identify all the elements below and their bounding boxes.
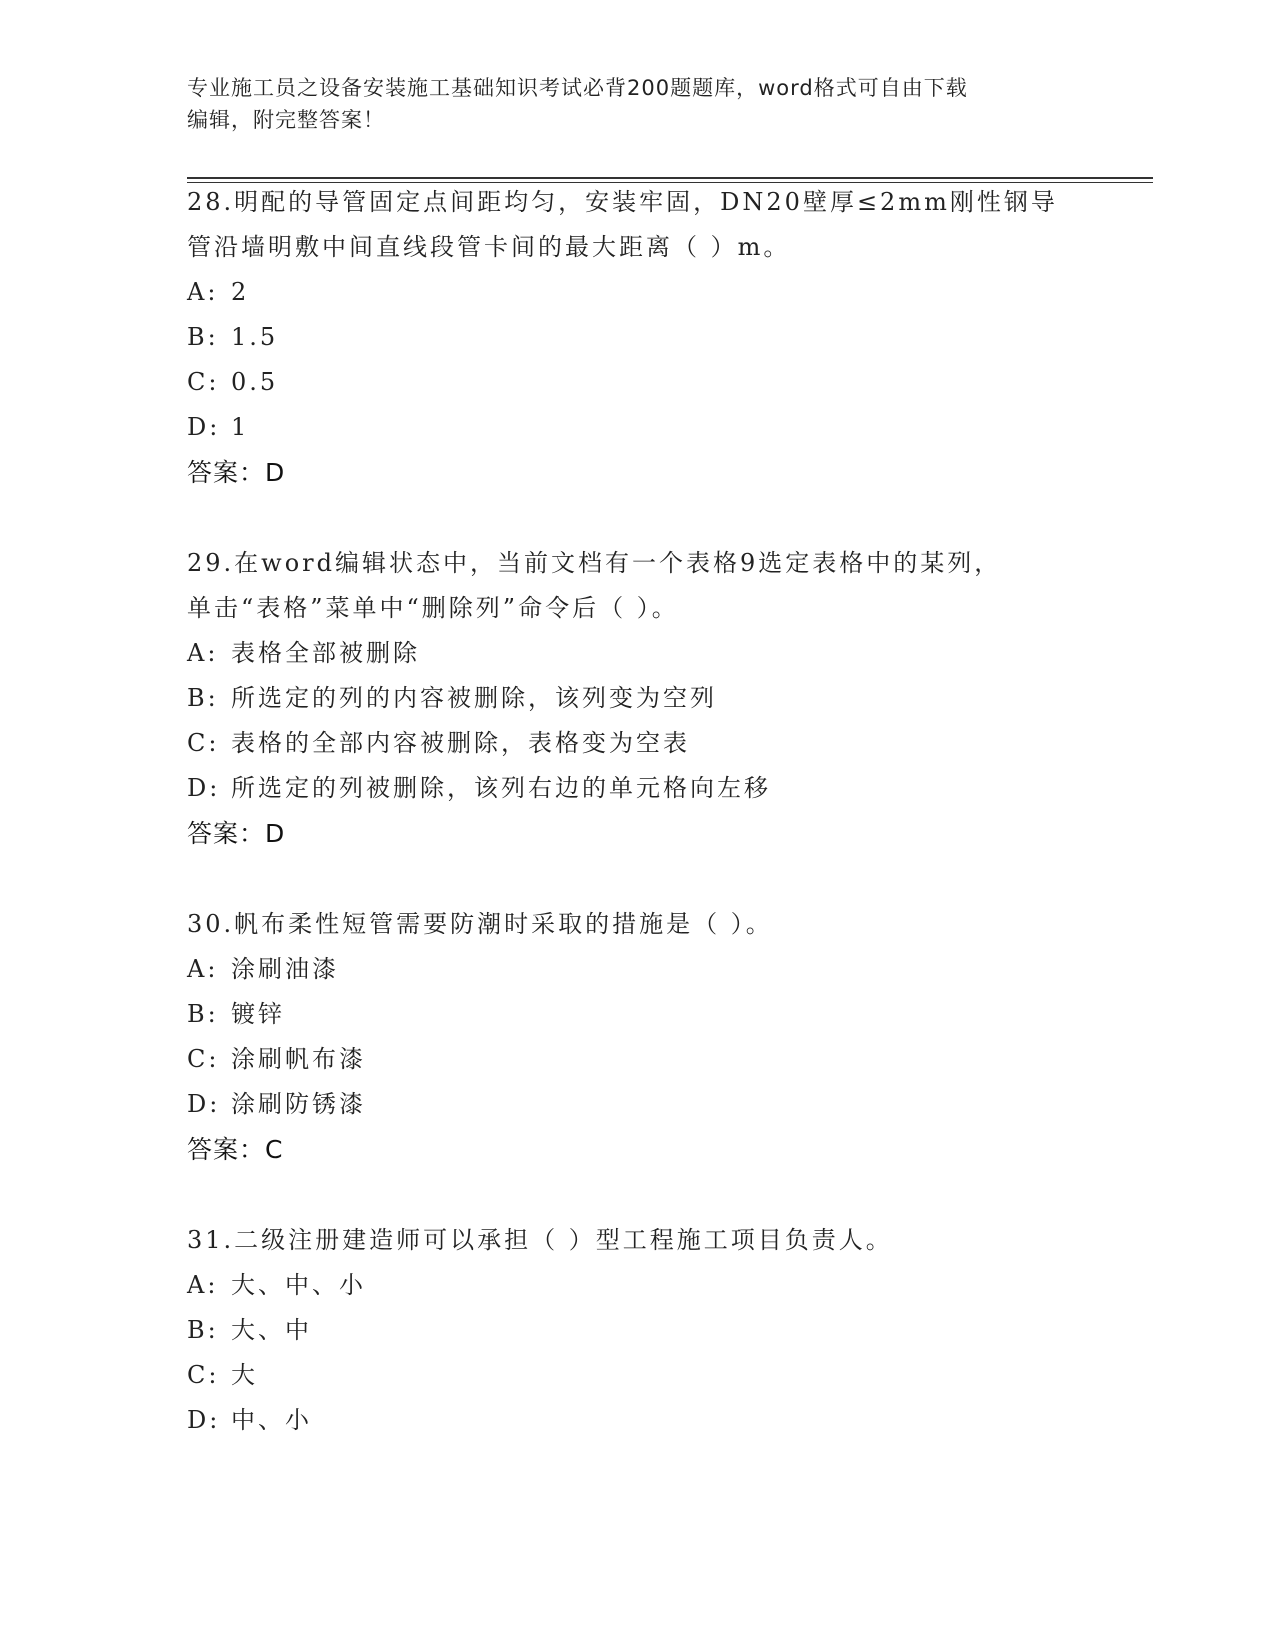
option-text: 1.5 — [231, 323, 279, 351]
option-key: A: — [187, 639, 219, 667]
option-text: 大、中 — [231, 1316, 312, 1344]
option-c — [187, 721, 1087, 766]
header-line-2: 编辑，附完整答案！ — [187, 108, 385, 132]
question-stem: 31.二级注册建造师可以承担（ ）型工程施工项目负责人。 — [187, 1226, 893, 1254]
option-key: C: — [187, 1045, 220, 1073]
option-key: D: — [187, 1090, 221, 1118]
option-text: 涂刷防锈漆 — [231, 1090, 366, 1118]
option-key: B: — [187, 323, 219, 351]
header-divider-thick — [187, 177, 1153, 179]
question-stem: 管沿墙明敷中间直线段管卡间的最大距离（ ）m。 — [187, 233, 791, 261]
option-text: 0.5 — [231, 368, 279, 396]
question-stem: 30.帆布柔性短管需要防潮时采取的措施是（ ）。 — [187, 910, 773, 938]
option-c — [187, 1037, 1087, 1082]
option-key: D: — [187, 1406, 221, 1434]
option-key: A: — [187, 1271, 219, 1299]
option-a — [187, 947, 1087, 992]
option-text: 1 — [231, 413, 250, 441]
option-key: D: — [187, 413, 221, 441]
option-c — [187, 360, 1087, 405]
answer: 答案：C — [187, 1135, 284, 1164]
option-text: 涂刷帆布漆 — [231, 1045, 366, 1073]
question-stem: 单击“表格”菜单中“删除列”命令后（ ）。 — [187, 594, 679, 622]
answer: 答案：D — [187, 458, 286, 487]
option-text: 镀锌 — [231, 1000, 285, 1028]
document-header — [187, 72, 1067, 136]
option-text: 表格全部被删除 — [231, 639, 420, 667]
option-d — [187, 405, 1087, 450]
option-text: 2 — [231, 278, 250, 306]
question-28 — [187, 180, 1087, 495]
question-29 — [187, 541, 1087, 856]
answer: 答案：D — [187, 819, 286, 848]
option-b — [187, 315, 1087, 360]
question-stem: 29.在word编辑状态中，当前文档有一个表格9选定表格中的某列， — [187, 549, 1002, 577]
option-text: 所选定的列被删除，该列右边的单元格向左移 — [231, 774, 771, 802]
option-text: 涂刷油漆 — [231, 955, 339, 983]
option-key: B: — [187, 1000, 219, 1028]
question-30 — [187, 902, 1087, 1172]
option-key: C: — [187, 729, 220, 757]
option-text: 中、小 — [231, 1406, 312, 1434]
option-key: B: — [187, 684, 219, 712]
option-key: C: — [187, 1361, 220, 1389]
option-text: 所选定的列的内容被删除，该列变为空列 — [231, 684, 717, 712]
option-key: A: — [187, 278, 219, 306]
option-d — [187, 1082, 1087, 1127]
option-a — [187, 1263, 1087, 1308]
option-b — [187, 676, 1087, 721]
option-a — [187, 631, 1087, 676]
option-c — [187, 1353, 1087, 1398]
option-text: 表格的全部内容被删除，表格变为空表 — [231, 729, 690, 757]
option-text: 大 — [231, 1361, 258, 1389]
option-key: D: — [187, 774, 221, 802]
option-d — [187, 1398, 1087, 1443]
option-key: B: — [187, 1316, 219, 1344]
option-b — [187, 992, 1087, 1037]
question-31 — [187, 1218, 1087, 1443]
option-a — [187, 270, 1087, 315]
option-b — [187, 1308, 1087, 1353]
option-text: 大、中、小 — [231, 1271, 366, 1299]
option-d — [187, 766, 1087, 811]
question-stem: 28.明配的导管固定点间距均匀，安装牢固，DN20壁厚≤2mm刚性钢导 — [187, 188, 1058, 216]
header-line-1: 专业施工员之设备安装施工基础知识考试必背200题题库，word格式可自由下载 — [187, 76, 968, 100]
option-key: A: — [187, 955, 219, 983]
option-key: C: — [187, 368, 220, 396]
